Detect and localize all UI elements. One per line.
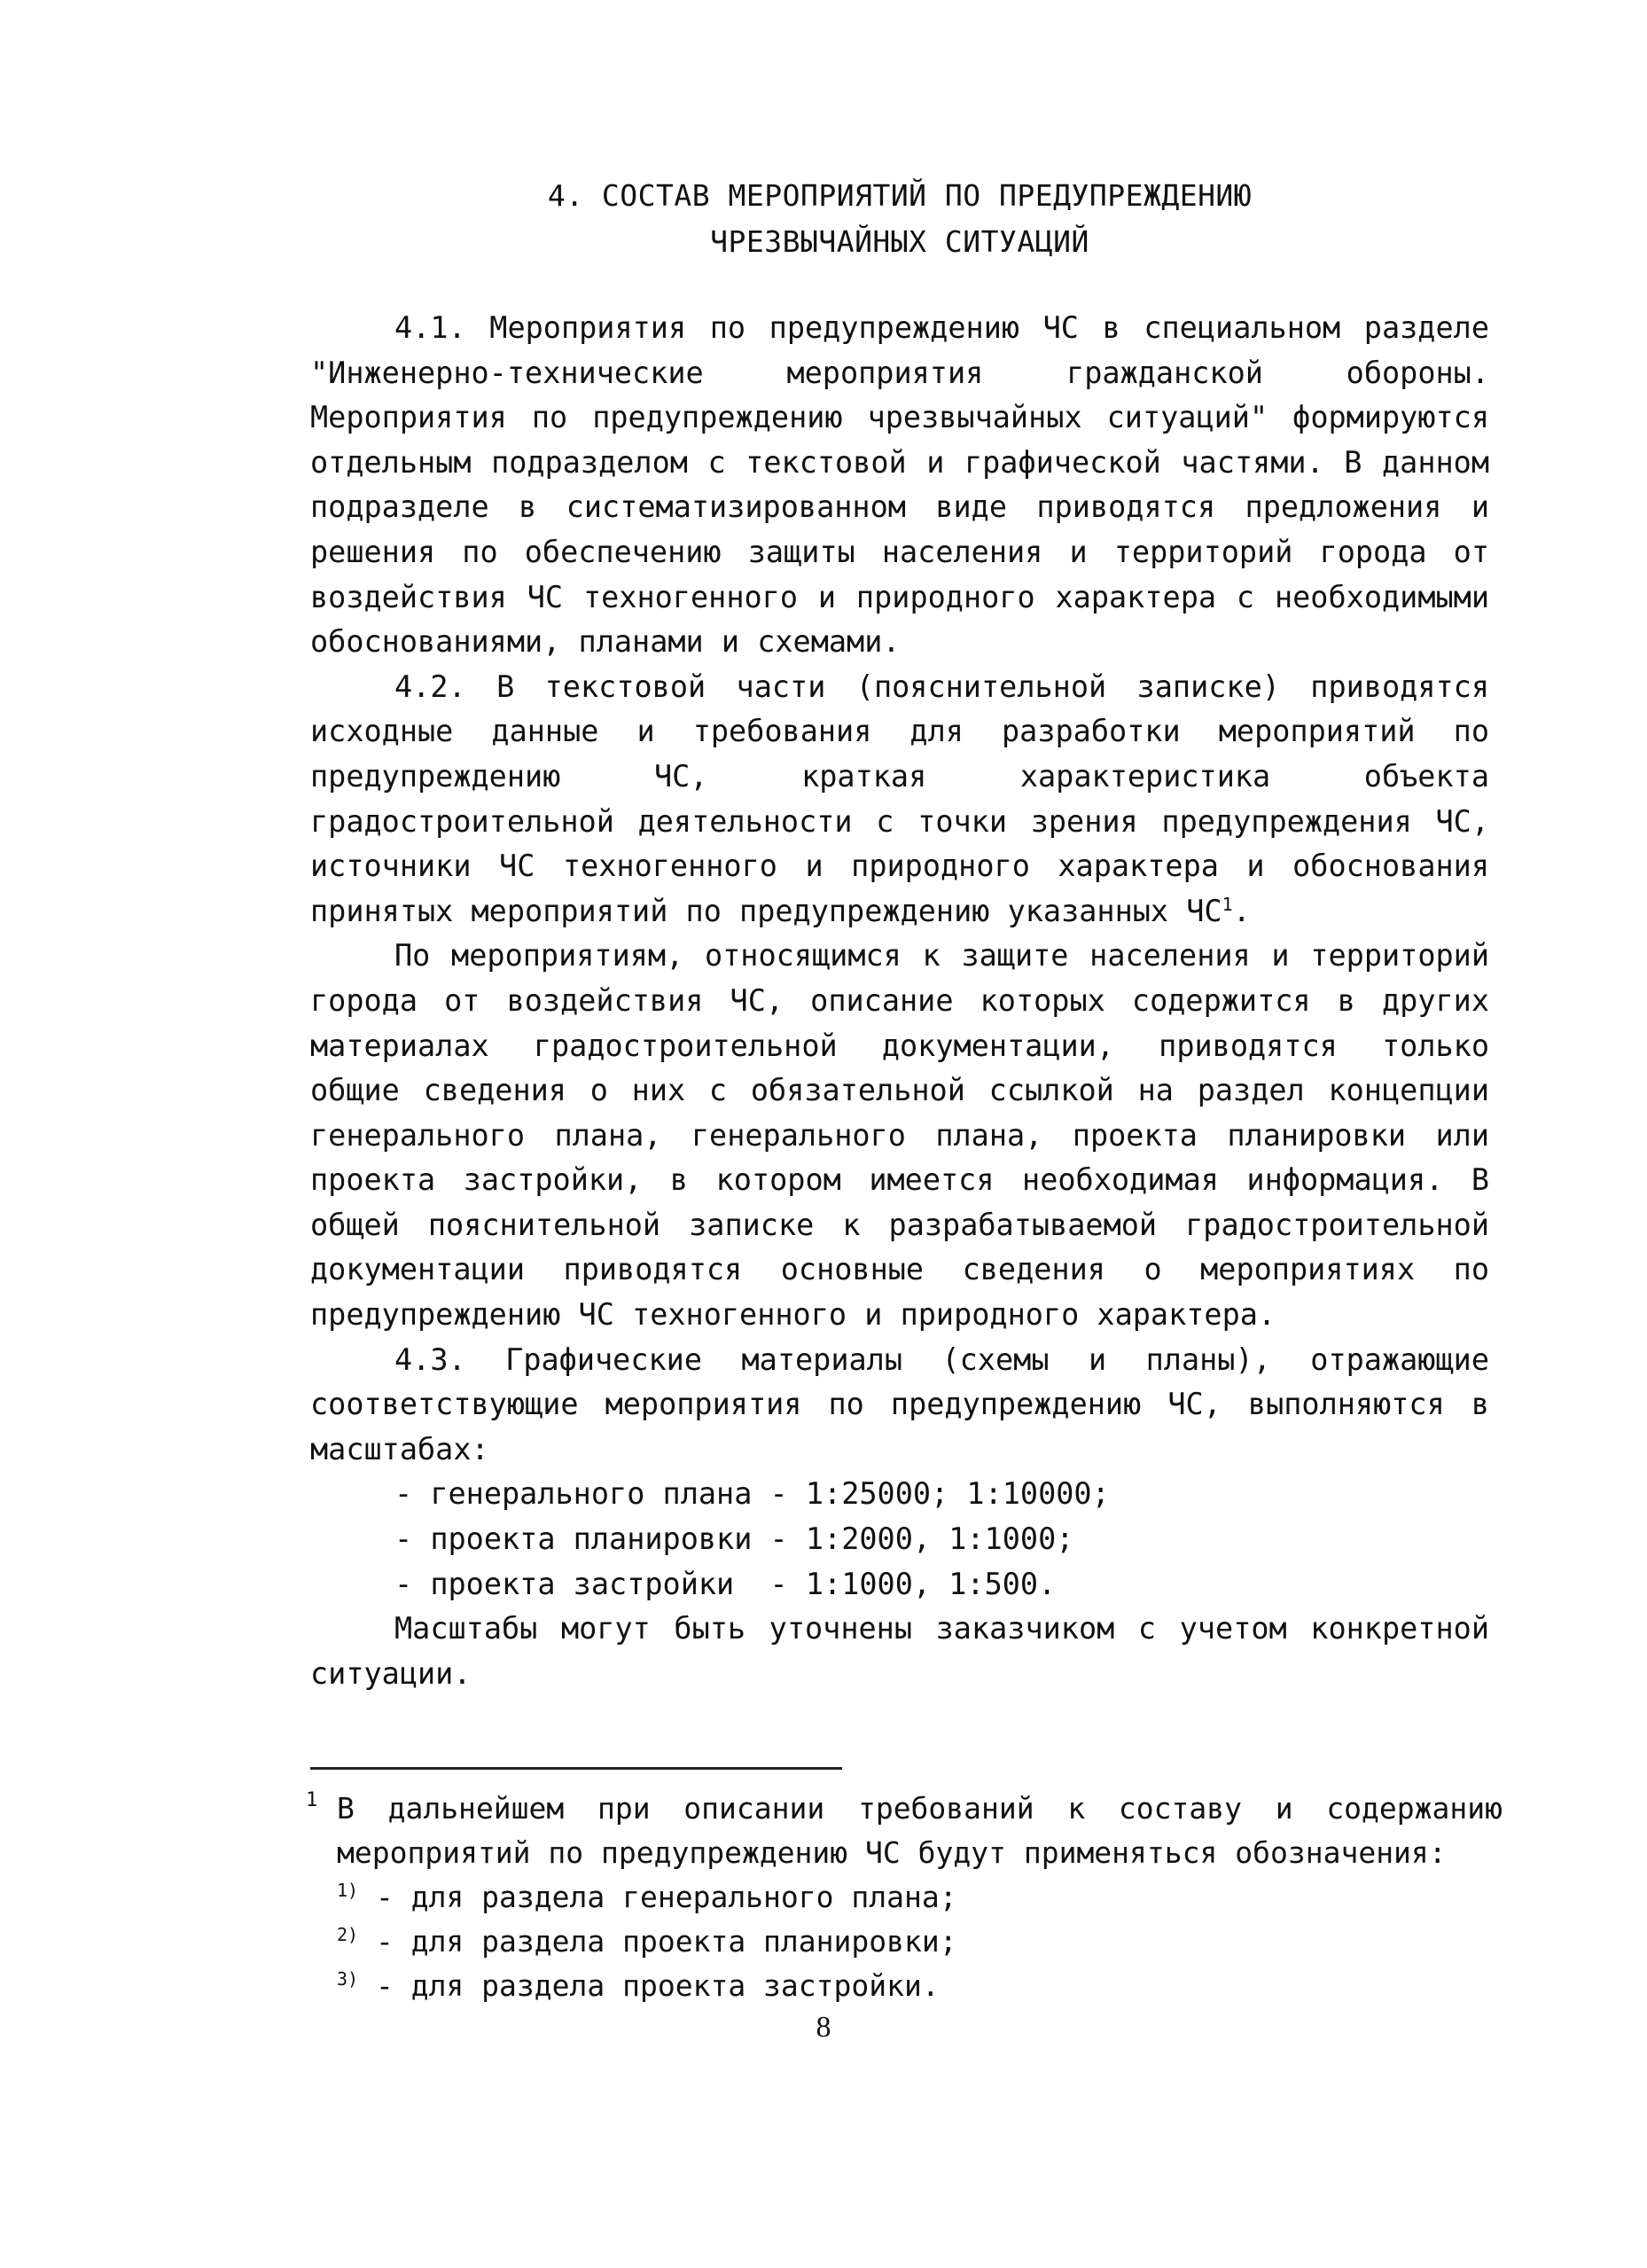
- footnote-item-mark: 2): [337, 1924, 359, 1945]
- paragraph-4-2-end: .: [1232, 893, 1251, 928]
- page-number: 8: [816, 2011, 831, 2044]
- footnote-separator: [310, 1767, 842, 1770]
- document-body: [310, 306, 1489, 1696]
- section-title-line-1: 4. СОСТАВ МЕРОПРИЯТИЙ ПО ПРЕДУПРЕЖДЕНИЮ: [547, 178, 1253, 213]
- footnote-mark: 1: [306, 1789, 318, 1811]
- paragraph-related-measures: По мероприятиям, относящимся к защите населения и территорий города от воздействия ЧС, описание которых содержится в других материалах градостроительной документации, приводятся только общие сведения о них с обязательной ссылкой на раздел концепции генерального плана, генерального плана, проекта планировки или проекта застройки, в котором имеется необходимая информация. В общей пояснительной записке к разрабатываемой градостроительной документации приводятся основные сведения о мероприятиях по предупреждению ЧС техногенного и природного характера.: [310, 938, 1489, 1333]
- list-item-development-scale: - проекта застройки - 1:1000, 1:500.: [394, 1566, 1057, 1601]
- paragraph-4-2-text: 4.2. В текстовой части (пояснительной записке) приводятся исходные данные и требования для разработки мероприятий по предупреждению ЧС, краткая характеристика объекта градостроительной деятельности с точки зрения предупреждения ЧС, источники ЧС техногенного и природного характера и обоснования принятых мероприятий по предупреждению указанных ЧС: [310, 669, 1489, 928]
- footnote-item-development: [306, 1964, 1503, 2008]
- paragraph-4-1: 4.1. Мероприятия по предупреждению ЧС в специальном разделе "Инженерно-технические мероприятия гражданской обороны. Мероприятия по предупреждению чрезвычайных ситуаций" формируются отдельным подразделом с текстовой и графической частями. В данном подразделе в систематизированном виде приводятся предложения и решения по обеспечению защиты населения и территорий города от воздействия ЧС техногенного и природного характера с необходимыми обоснованиями, планами и схемами.: [310, 310, 1489, 660]
- paragraph-4-2: [310, 665, 1489, 935]
- closing-paragraph: Масштабы могут быть уточнены заказчиком с учетом конкретной ситуации.: [310, 1611, 1489, 1691]
- footnote-item-mark: 1): [337, 1880, 359, 1901]
- footnote-item-text: - для раздела проекта застройки.: [358, 1968, 940, 2003]
- list-item-planning-scale: - проекта планировки - 1:2000, 1:1000;: [394, 1521, 1074, 1557]
- list-item-general-plan-scale: - генерального плана - 1:25000; 1:10000;: [394, 1476, 1110, 1512]
- footnote-main: [306, 1787, 1503, 1875]
- footnote-text: В дальнейшем при описании требований к составу и содержанию мероприятий по предупреждению ЧС будут применяться обозначения:: [337, 1791, 1503, 1870]
- footnote-item-text: - для раздела проекта планировки;: [358, 1924, 957, 1959]
- footnote-item-mark: 3): [337, 1968, 359, 1990]
- section-title-line-2: ЧРЕЗВЫЧАЙНЫХ СИТУАЦИЙ: [710, 224, 1089, 259]
- footnote-item-planning: [306, 1920, 1503, 1964]
- footnote-item-general-plan: [306, 1875, 1503, 1920]
- scales-list: [310, 1472, 1489, 1607]
- footnote: [306, 1787, 1503, 2008]
- paragraph-4-3: 4.3. Графические материалы (схемы и планы), отражающие соответствующие мероприятия по предупреждению ЧС, выполняются в масштабах:: [310, 1341, 1489, 1466]
- section-title: [310, 173, 1489, 265]
- footnote-reference[interactable]: 1: [1222, 893, 1233, 915]
- footnote-item-text: - для раздела генерального плана;: [358, 1880, 957, 1914]
